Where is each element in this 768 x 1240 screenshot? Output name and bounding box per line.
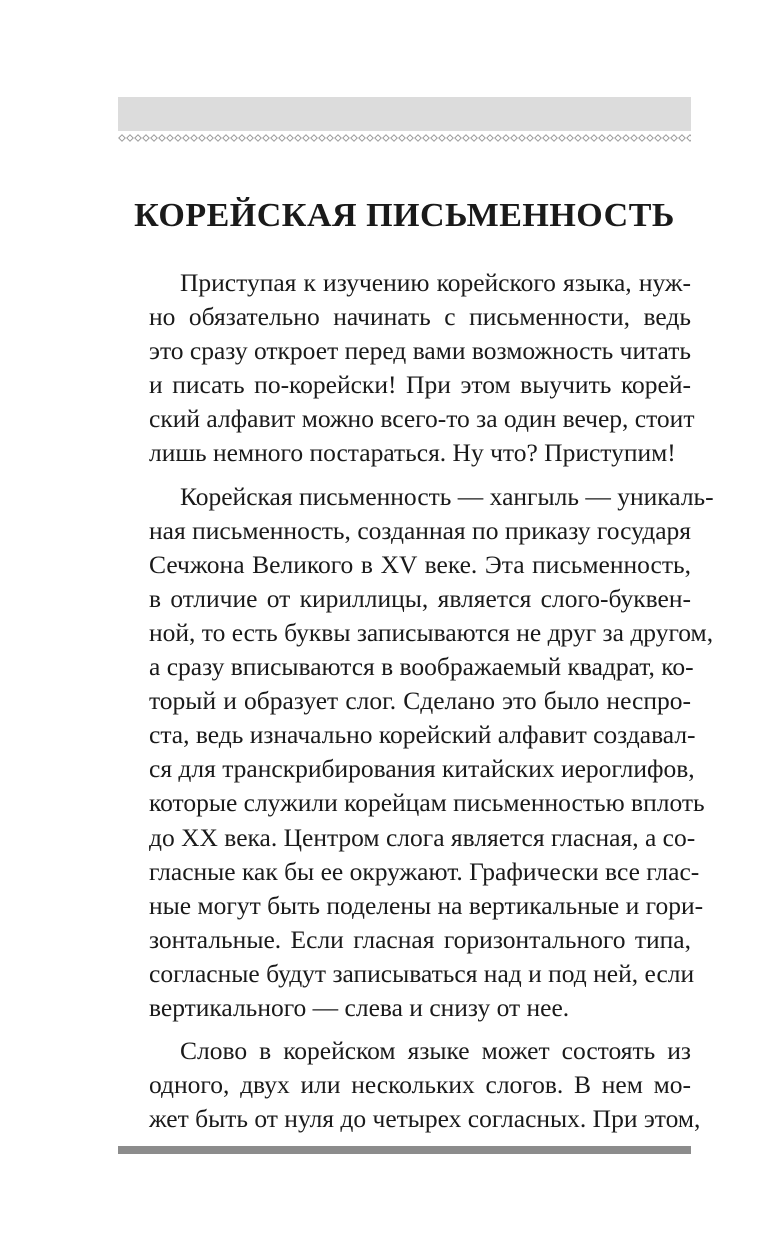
text-line: жет быть от нуля до четырех согласных. При этом, (149, 1104, 701, 1134)
diamond-mark (519, 135, 525, 141)
text-line: это сразу откроет перед вами возможность читать (149, 336, 691, 366)
text-line: ский алфавит можно всего-то за один вечер, стоит (149, 404, 695, 434)
diamond-mark (279, 135, 285, 141)
diamond-mark (295, 135, 301, 141)
chapter-title: КОРЕЙСКАЯ ПИСЬМЕННОСТЬ (134, 197, 675, 234)
diamond-mark (119, 135, 125, 141)
text-line: которые служили корейцам письменностью вплоть (149, 788, 705, 818)
diamond-mark (479, 135, 485, 141)
diamond-mark (559, 135, 565, 141)
text-line: согласные будут записываться над и под ней, если (149, 958, 695, 988)
diamond-mark (359, 135, 365, 141)
text-line: в отличие от кириллицы, является слого-буквен- (149, 583, 691, 613)
diamond-mark (487, 135, 493, 141)
text-line: ся для транскрибирования китайских иероглифов, (149, 754, 695, 784)
header-ornament (118, 131, 691, 143)
text-line: а сразу вписываются в воображаемый квадрат, ко- (149, 652, 694, 682)
footer-rule (118, 1146, 691, 1154)
diamond-mark (391, 135, 397, 141)
diamond-mark (175, 135, 181, 141)
text-line: лишь немного постараться. Ну что? Приступим! (149, 438, 676, 468)
diamond-mark (343, 135, 349, 141)
diamond-mark (439, 135, 445, 141)
paragraph-3 (118, 1034, 701, 1136)
diamond-mark (631, 135, 637, 141)
diamond-mark (247, 135, 253, 141)
diamond-mark (575, 135, 581, 141)
diamond-mark (423, 135, 429, 141)
diamond-mark (647, 135, 653, 141)
diamond-mark (679, 135, 685, 141)
text-line: одного, двух или нескольких слогов. В нем мо- (149, 1070, 691, 1100)
diamond-ornament-icon (118, 132, 691, 143)
diamond-mark (263, 135, 269, 141)
text-line: ная письменность, созданная по приказу государя (149, 515, 691, 545)
text-line: Корейская письменность — хангыль — уникаль- (180, 481, 714, 511)
diamond-mark (663, 135, 669, 141)
diamond-mark (207, 135, 213, 141)
header-band (118, 97, 691, 131)
diamond-mark (239, 135, 245, 141)
diamond-mark (183, 135, 189, 141)
diamond-mark (383, 135, 389, 141)
diamond-mark (591, 135, 597, 141)
diamond-mark (407, 135, 413, 141)
diamond-mark (615, 135, 621, 141)
diamond-mark (151, 135, 157, 141)
diamond-mark (447, 135, 453, 141)
paragraph-1 (118, 266, 695, 471)
diamond-mark (135, 135, 141, 141)
diamond-mark (311, 135, 317, 141)
diamond-mark (607, 135, 613, 141)
diamond-mark (551, 135, 557, 141)
diamond-mark (431, 135, 437, 141)
text-line: ной, то есть буквы записываются не друг за другом, (149, 617, 714, 647)
diamond-mark (375, 135, 381, 141)
diamond-mark (271, 135, 277, 141)
diamond-mark (191, 135, 197, 141)
text-line: и писать по-корейски! При этом выучить корей- (149, 370, 691, 400)
diamond-mark (623, 135, 629, 141)
diamond-mark (223, 135, 229, 141)
diamond-mark (455, 135, 461, 141)
diamond-mark (351, 135, 357, 141)
diamond-mark (327, 135, 333, 141)
diamond-mark (471, 135, 477, 141)
diamond-mark (143, 135, 149, 141)
diamond-mark (687, 135, 691, 141)
diamond-mark (655, 135, 661, 141)
text-line: ные могут быть поделены на вертикальные и гори- (149, 890, 704, 920)
text-line: ста, ведь изначально корейский алфавит создавал- (149, 720, 696, 750)
diamond-mark (495, 135, 501, 141)
diamond-mark (527, 135, 533, 141)
diamond-mark (167, 135, 173, 141)
text-line: Слово в корейском языке может состоять из (180, 1036, 691, 1066)
diamond-mark (127, 135, 133, 141)
diamond-mark (367, 135, 373, 141)
diamond-mark (599, 135, 605, 141)
paragraph-2 (118, 480, 714, 1026)
diamond-mark (671, 135, 677, 141)
diamond-mark (335, 135, 341, 141)
text-line: до XX века. Центром слога является гласная, а со- (149, 822, 696, 852)
diamond-mark (639, 135, 645, 141)
text-line: вертикального — слева и снизу от нее. (149, 992, 570, 1022)
text-line: гласные как бы ее окружают. Графически все глас- (149, 856, 700, 886)
diamond-mark (215, 135, 221, 141)
body-text (118, 266, 714, 1145)
text-line: но обязательно начинать с письменности, ведь (149, 302, 691, 332)
text-line: торый и образует слог. Сделано это было неспро- (149, 686, 691, 716)
diamond-mark (231, 135, 237, 141)
text-line: зонтальные. Если гласная горизонтального типа, (149, 924, 691, 954)
diamond-mark (543, 135, 549, 141)
diamond-mark (463, 135, 469, 141)
diamond-mark (567, 135, 573, 141)
text-line: Приступая к изучению корейского языка, нуж- (180, 268, 691, 297)
diamond-mark (583, 135, 589, 141)
diamond-mark (415, 135, 421, 141)
text-line: Сечжона Великого в XV веке. Эта письменность, (149, 549, 691, 579)
diamond-mark (255, 135, 261, 141)
diamond-mark (319, 135, 325, 141)
diamond-mark (535, 135, 541, 141)
diamond-mark (199, 135, 205, 141)
diamond-mark (399, 135, 405, 141)
diamond-mark (303, 135, 309, 141)
diamond-mark (503, 135, 509, 141)
diamond-mark (287, 135, 293, 141)
diamond-mark (159, 135, 165, 141)
diamond-mark (511, 135, 517, 141)
